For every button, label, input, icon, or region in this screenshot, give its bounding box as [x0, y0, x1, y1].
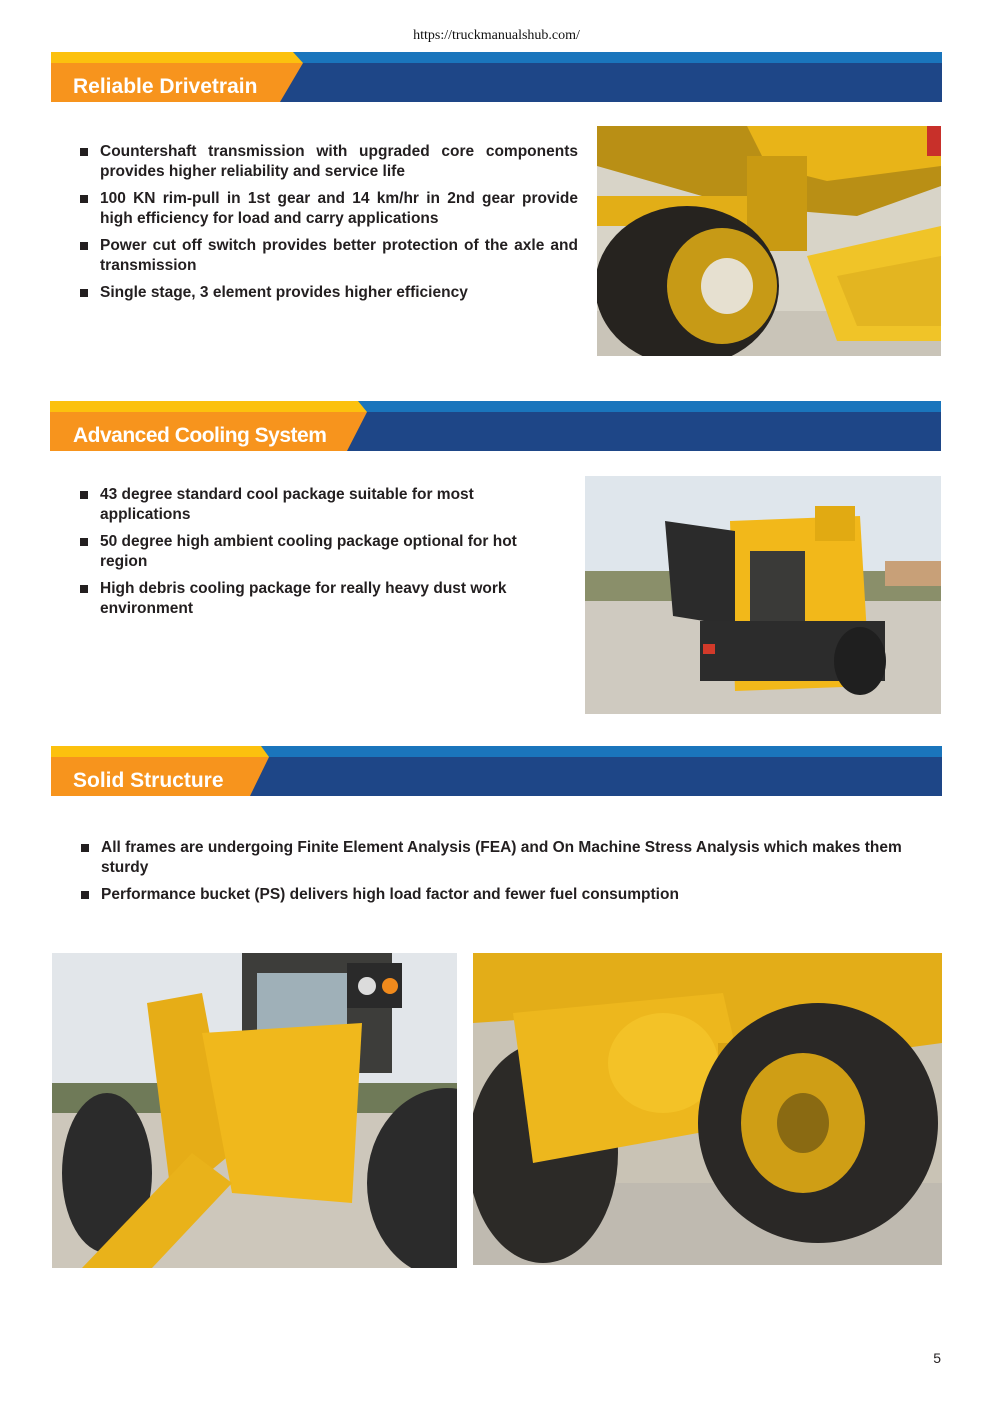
- bullet-list-drivetrain: [78, 142, 578, 310]
- section-banner-cooling: [50, 401, 941, 451]
- list-item: Single stage, 3 element provides higher efficiency: [78, 283, 578, 303]
- structure-photo-left: [52, 953, 457, 1268]
- cooling-photo: [585, 476, 941, 714]
- list-item: High debris cooling package for really heavy dust work environment: [78, 579, 548, 619]
- bullet-list-cooling: [78, 485, 548, 626]
- section-title: Advanced Cooling System: [73, 424, 327, 447]
- bullet-square-icon: [81, 891, 89, 899]
- bullet-square-icon: [80, 585, 88, 593]
- list-item: All frames are undergoing Finite Element Analysis (FEA) and On Machine Stress Analysis which makes them sturdy: [79, 838, 949, 878]
- section-title: Solid Structure: [73, 769, 224, 792]
- bullet-square-icon: [80, 148, 88, 156]
- structure-photo-right: [473, 953, 942, 1265]
- section-banner-drivetrain: [51, 52, 942, 102]
- bullet-square-icon: [80, 491, 88, 499]
- list-item: 43 degree standard cool package suitable for most applications: [78, 485, 548, 525]
- section-banner-structure: [51, 746, 942, 796]
- page-number: 5: [933, 1350, 941, 1366]
- header-url: https://truckmanualshub.com/: [413, 28, 580, 43]
- bullet-list-structure: [79, 838, 949, 912]
- bullet-square-icon: [80, 242, 88, 250]
- list-item: 100 KN rim-pull in 1st gear and 14 km/hr in 2nd gear provide high efficiency for load and carry applications: [78, 189, 578, 229]
- section-title: Reliable Drivetrain: [73, 75, 258, 98]
- list-item: 50 degree high ambient cooling package optional for hot region: [78, 532, 548, 572]
- bullet-square-icon: [80, 289, 88, 297]
- list-item: Power cut off switch provides better protection of the axle and transmission: [78, 236, 578, 276]
- drivetrain-photo: [597, 126, 941, 356]
- list-item: Performance bucket (PS) delivers high load factor and fewer fuel consumption: [79, 885, 949, 905]
- bullet-square-icon: [80, 195, 88, 203]
- bullet-square-icon: [81, 844, 89, 852]
- bullet-square-icon: [80, 538, 88, 546]
- list-item: Countershaft transmission with upgraded core components provides higher reliability and service life: [78, 142, 578, 182]
